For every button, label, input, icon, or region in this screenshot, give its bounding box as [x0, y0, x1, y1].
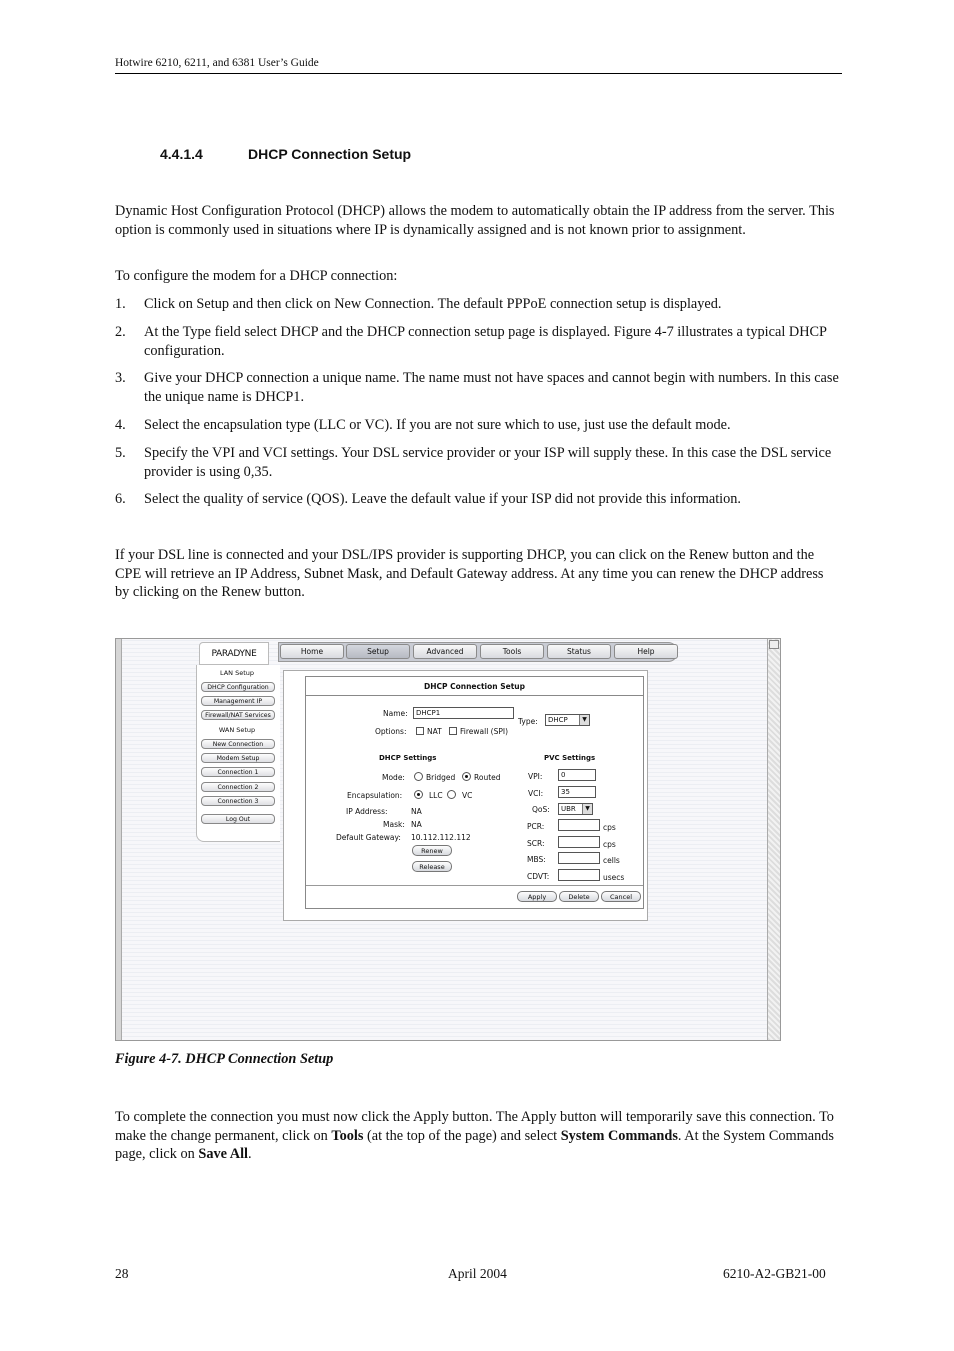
footer-date: April 2004: [448, 1266, 507, 1281]
renew-button[interactable]: Renew: [412, 845, 452, 856]
encap-vc-label: VC: [462, 791, 473, 800]
nav-log-out[interactable]: Log Out: [201, 814, 275, 824]
pcr-label: PCR:: [527, 822, 545, 831]
tab-status[interactable]: Status: [547, 644, 611, 659]
step-text: Give your DHCP connection a unique name. The name must not have spaces and cannot begin with numbers. In this case the unique name is DHCP1.: [144, 370, 839, 405]
pcr-input[interactable]: [558, 819, 600, 831]
firewall-label: Firewall (SPI): [460, 727, 509, 736]
vci-label: VCI:: [528, 789, 544, 798]
step-text: Select the quality of service (QOS). Leave the default value if your ISP did not provide this information.: [144, 491, 742, 507]
scr-unit: cps: [603, 840, 616, 849]
mbs-unit: cells: [603, 856, 620, 865]
pcr-unit: cps: [603, 823, 616, 832]
step-number: 4.: [115, 417, 126, 433]
tab-setup[interactable]: Setup: [346, 644, 410, 659]
dhcp-setup-panel: [305, 676, 644, 909]
nav-connection-3[interactable]: Connection 3: [201, 796, 275, 806]
ip-address-value: NA: [411, 807, 422, 816]
paradyne-logo: PARADYNE: [199, 642, 269, 665]
mode-label: Mode:: [382, 773, 405, 782]
cdvt-unit: usecs: [603, 873, 625, 882]
gateway-value: 10.112.112.112: [411, 833, 471, 842]
chevron-down-icon: ▼: [579, 715, 589, 725]
figure-screenshot: [115, 638, 781, 1041]
options-label: Options:: [375, 727, 407, 736]
figure-caption: Figure 4-7. DHCP Connection Setup: [115, 1051, 334, 1067]
mode-routed-radio[interactable]: [462, 772, 471, 781]
vpi-input[interactable]: 0: [558, 769, 596, 781]
nav-firewall-nat[interactable]: Firewall/NAT Services: [201, 710, 275, 720]
nav-dhcp-configuration[interactable]: DHCP Configuration: [201, 682, 275, 692]
page-number: 28: [115, 1266, 129, 1281]
step-text: Click on Setup and then click on New Connection. The default PPPoE connection setup is displayed.: [144, 296, 722, 312]
tools-emphasis: Tools: [331, 1127, 364, 1144]
nav-connection-1[interactable]: Connection 1: [201, 767, 275, 777]
closing-text: (at the top of the page) and select: [363, 1127, 561, 1144]
firewall-checkbox[interactable]: [449, 727, 457, 735]
section-title: DHCP Connection Setup: [248, 146, 412, 162]
mask-label: Mask:: [383, 820, 405, 829]
tab-tools[interactable]: Tools: [480, 644, 544, 659]
step-number: 6.: [115, 491, 126, 507]
mbs-input[interactable]: [558, 852, 600, 864]
encap-vc-radio[interactable]: [447, 790, 456, 799]
mask-value: NA: [411, 820, 422, 829]
qos-select-value: UBR: [561, 805, 576, 813]
step-number: 5.: [115, 445, 126, 461]
encapsulation-label: Encapsulation:: [347, 791, 403, 800]
system-commands-emphasis: System Commands: [560, 1127, 678, 1144]
name-input[interactable]: DHCP1: [413, 707, 514, 719]
step-number: 2.: [115, 324, 126, 340]
scr-label: SCR:: [527, 839, 545, 848]
button-separator: [306, 885, 643, 886]
step-number: 3.: [115, 370, 126, 386]
chevron-down-icon: ▼: [582, 804, 592, 814]
tab-help[interactable]: Help: [614, 644, 678, 659]
mode-bridged-radio[interactable]: [414, 772, 423, 781]
nav-connection-2[interactable]: Connection 2: [201, 782, 275, 792]
nav-heading-wan: WAN Setup: [218, 726, 256, 734]
step-text: Select the encapsulation type (LLC or VC). If you are not sure which to use, just use the default mode.: [144, 417, 731, 433]
step-text: Specify the VPI and VCI settings. Your DSL service provider or your ISP will supply these. In this case the DSL service provider is using 0,35.: [144, 445, 832, 480]
renew-paragraph: If your DSL line is connected and your DSL/IPS provider is supporting DHCP, you can click on the Renew button and the CPE will retrieve an IP Address, Subnet Mask, and Default Gateway address. At any time you can renew the DHCP address by clicking on the Renew button.: [115, 547, 824, 601]
tab-advanced[interactable]: Advanced: [413, 644, 477, 659]
cdvt-input[interactable]: [558, 869, 600, 881]
apply-button[interactable]: Apply: [517, 891, 557, 902]
configure-intro: To configure the modem for a DHCP connection:: [115, 268, 398, 284]
running-header: Hotwire 6210, 6211, and 6381 User’s Guide: [115, 57, 319, 69]
mbs-label: MBS:: [527, 855, 546, 864]
intro-paragraph: Dynamic Host Configuration Protocol (DHCP) allows the modem to automatically obtain the IP address from the server. This option is commonly used in situations where IP is dynamically assigned and is not known prior to assignment.: [115, 203, 835, 238]
footer-doc-id: 6210-A2-GB21-00: [723, 1266, 826, 1281]
closing-text: To complete the connection you must now click the Apply button. The Apply button will temporarily save this connection. To make the change permanent, click on: [115, 1109, 834, 1144]
vpi-label: VPI:: [528, 772, 543, 781]
dhcp-settings-heading: DHCP Settings: [379, 754, 437, 762]
save-all-emphasis: Save All: [198, 1146, 249, 1163]
panel-title: DHCP Connection Setup: [306, 677, 643, 696]
header-rule: [115, 73, 842, 74]
qos-select[interactable]: [558, 803, 593, 815]
type-select-value: DHCP: [548, 716, 568, 724]
cdvt-label: CDVT:: [527, 872, 550, 881]
encap-llc-radio[interactable]: [414, 790, 423, 799]
name-label: Name:: [383, 709, 408, 718]
vertical-scrollbar[interactable]: [767, 639, 780, 1040]
side-navigation: [196, 665, 280, 842]
delete-button[interactable]: Delete: [559, 891, 599, 902]
cancel-button[interactable]: Cancel: [601, 891, 641, 902]
type-label: Type:: [518, 717, 538, 726]
step-number: 1.: [115, 296, 126, 312]
pvc-settings-heading: PVC Settings: [544, 754, 596, 762]
mode-routed-label: Routed: [474, 773, 501, 782]
nav-modem-setup[interactable]: Modem Setup: [201, 753, 275, 763]
scr-input[interactable]: [558, 836, 600, 848]
qos-label: QoS:: [532, 805, 550, 814]
release-button[interactable]: Release: [412, 861, 452, 872]
tab-home[interactable]: Home: [280, 644, 344, 659]
scroll-up-button[interactable]: [769, 640, 779, 649]
left-frame-edge: [116, 639, 122, 1040]
nat-checkbox[interactable]: [416, 727, 424, 735]
section-number: 4.4.1.4: [160, 146, 203, 162]
encap-llc-label: LLC: [429, 791, 443, 800]
nat-label: NAT: [427, 727, 442, 736]
ip-address-label: IP Address:: [346, 807, 388, 816]
closing-text: . At the System Commands page, click on: [115, 1127, 834, 1163]
gateway-label: Default Gateway:: [336, 833, 401, 842]
vci-input[interactable]: 35: [558, 786, 596, 798]
nav-new-connection[interactable]: New Connection: [201, 739, 275, 749]
nav-heading-lan: LAN Setup: [219, 669, 255, 677]
type-select[interactable]: [545, 714, 590, 726]
nav-management-ip[interactable]: Management IP: [201, 696, 275, 706]
step-text: At the Type field select DHCP and the DHCP connection setup page is displayed. Figure 4-7 illustrates a typical DHCP configuration.: [144, 324, 827, 359]
closing-text: .: [248, 1146, 252, 1163]
mode-bridged-label: Bridged: [426, 773, 456, 782]
closing-paragraph: [115, 1108, 840, 1164]
